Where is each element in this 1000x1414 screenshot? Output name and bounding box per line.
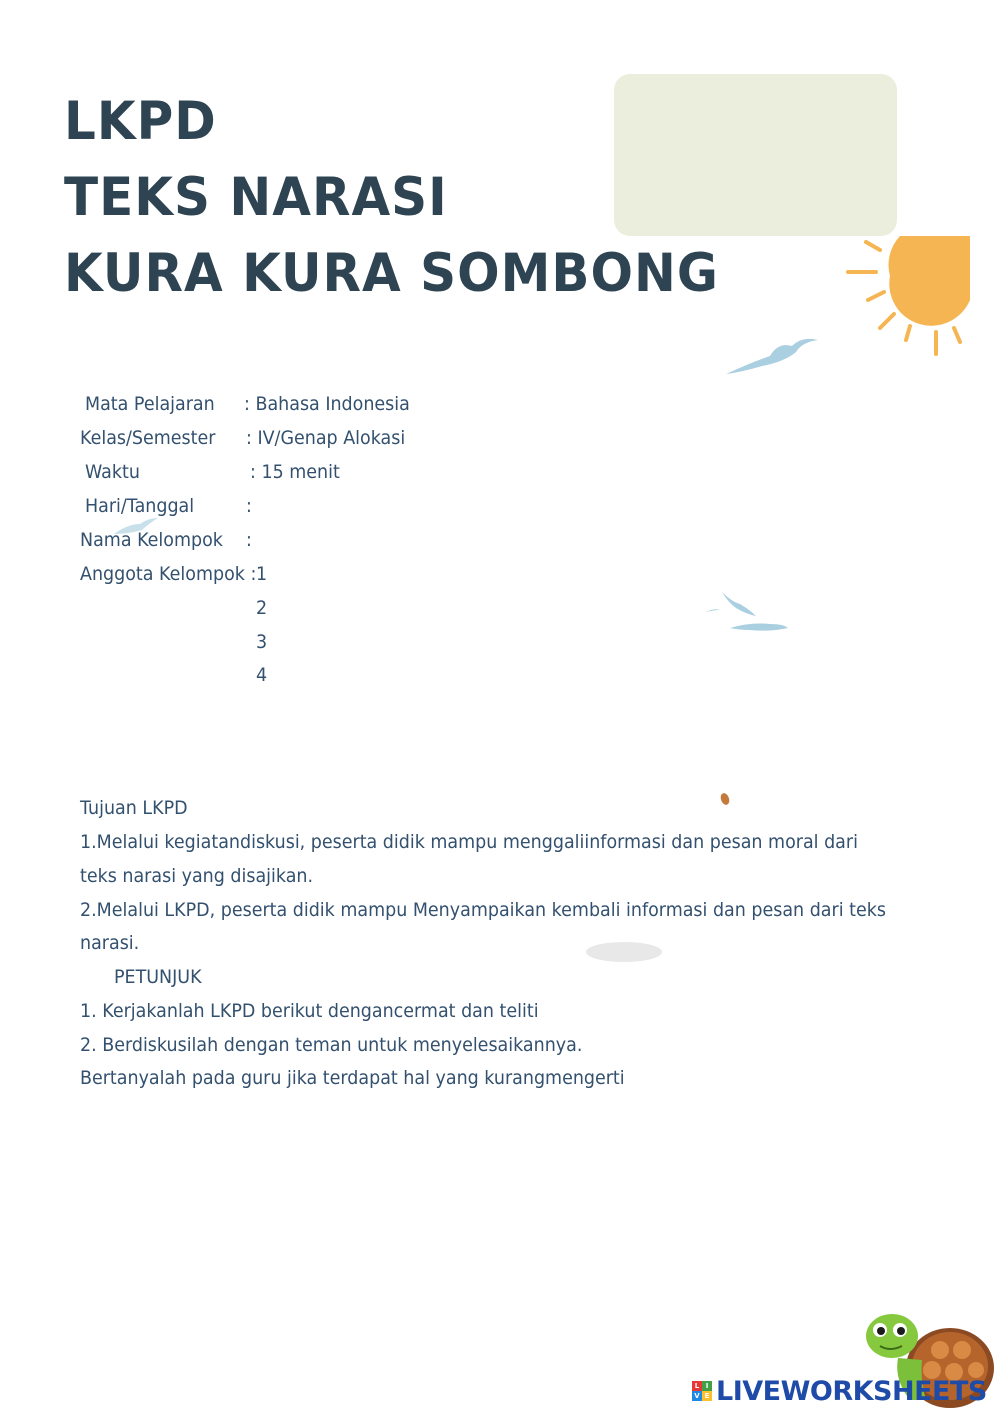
title-line-3: KURA KURA SOMBONG — [64, 242, 719, 304]
goals-heading: Tujuan LKPD — [80, 797, 188, 819]
liveworksheets-logo-mark: L I V E — [692, 1381, 712, 1401]
liveworksheets-logo-text: LIVEWORKSHEETS — [716, 1375, 987, 1407]
goal-item-1-line-2: teks narasi yang disajikan. — [80, 865, 314, 887]
subject-value: : Bahasa Indonesia — [244, 393, 410, 415]
title-line-1: LKPD — [64, 90, 217, 152]
instruction-item-1: 1. Kerjakanlah LKPD berikut dengancermat dan teliti — [80, 1000, 539, 1022]
class-value: : IV/Genap Alokasi — [246, 427, 406, 449]
members-label: Anggota Kelompok : — [80, 563, 257, 585]
name-box — [614, 74, 897, 236]
title-line-2: TEKS NARASI — [64, 166, 448, 228]
group-name-value: : — [246, 529, 252, 551]
class-label: Kelas/Semester — [80, 427, 216, 449]
bird-icon — [700, 588, 792, 638]
goal-item-2-line-2: narasi. — [80, 932, 140, 954]
group-name-label: Nama Kelompok — [80, 529, 223, 551]
date-value: : — [246, 495, 252, 517]
subject-label: Mata Pelajaran — [85, 393, 215, 415]
instructions-heading: PETUNJUK — [114, 966, 202, 988]
member-number: 4 — [256, 664, 268, 686]
instruction-item-2: 2. Berdiskusilah dengan teman untuk menyelesaikannya. — [80, 1034, 583, 1056]
leaf-icon — [718, 792, 732, 806]
time-value: : 15 menit — [250, 461, 340, 483]
date-label: Hari/Tanggal — [85, 495, 195, 517]
member-number: 1 — [256, 563, 268, 585]
time-label: Waktu — [85, 461, 140, 483]
member-number: 3 — [256, 631, 268, 653]
bird-icon — [722, 332, 822, 380]
member-number: 2 — [256, 597, 268, 619]
decorative-oval — [584, 940, 664, 964]
goal-item-1-line-1: 1.Melalui kegiatandiskusi, peserta didik mampu menggaliinformasi dan pesan moral dari — [80, 831, 858, 853]
liveworksheets-logo — [692, 1374, 987, 1408]
goal-item-2-line-1: 2.Melalui LKPD, peserta didik mampu Menyampaikan kembali informasi dan pesan dari teks — [80, 899, 886, 921]
instruction-item-3: Bertanyalah pada guru jika terdapat hal yang kurangmengerti — [80, 1067, 625, 1089]
sun-icon — [840, 230, 980, 365]
